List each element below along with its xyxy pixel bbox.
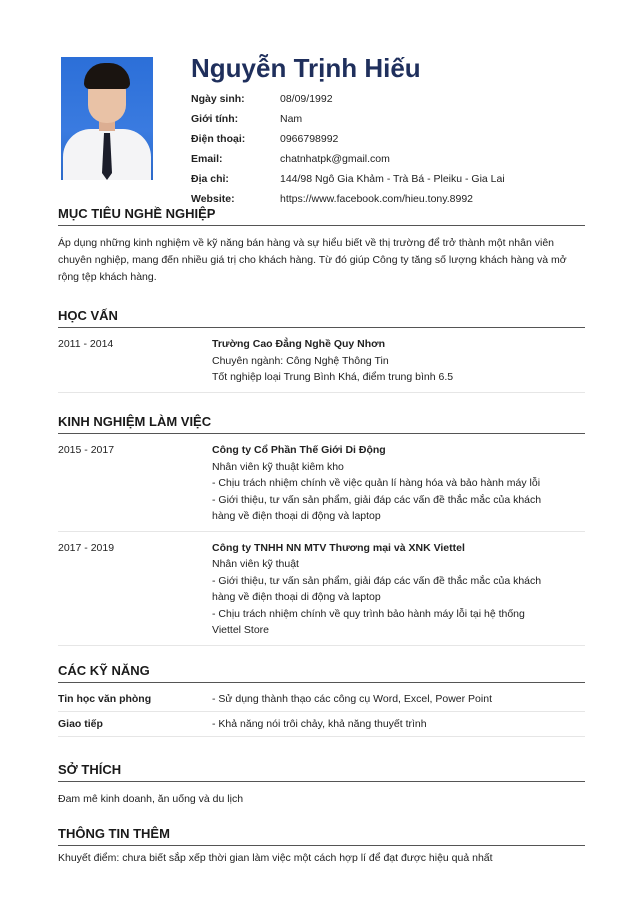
section-extra-info xyxy=(58,826,585,867)
info-row-phone xyxy=(191,129,505,149)
info-row-birthdate xyxy=(191,89,505,109)
section-title: CÁC KỸ NĂNG xyxy=(58,663,585,683)
extra-text: Khuyết điểm: chưa biết sắp xếp thời gian làm việc một cách hợp lí để đạt được hiệu quả nhất xyxy=(58,852,493,864)
entry-period: 2017 - 2019 xyxy=(58,541,115,554)
entry-period: 2011 - 2014 xyxy=(58,338,114,350)
entry-heading: Trường Cao Đẳng Nghề Quy Nhơn xyxy=(212,338,386,350)
info-label: Điện thoại: xyxy=(191,133,246,145)
section-title: HỌC VẤN xyxy=(58,308,585,328)
skill-desc: - Khả năng nói trôi chảy, khả năng thuyết trình xyxy=(212,718,427,730)
section-title: THÔNG TIN THÊM xyxy=(58,826,585,846)
skill-desc: - Sử dụng thành thạo các công cụ Word, Excel, Power Point xyxy=(212,693,492,705)
info-row-address xyxy=(191,169,505,189)
hobbies-text: Đam mê kinh doanh, ăn uống và du lịch xyxy=(58,793,244,805)
experience-entry xyxy=(58,434,585,532)
section-skills xyxy=(58,663,585,737)
section-title: MỤC TIÊU NGHỀ NGHIỆP xyxy=(58,206,585,226)
skill-name: Tin học văn phòng xyxy=(58,693,152,705)
info-value: 144/98 Ngô Gia Khảm - Trà Bá - Pleiku - Gia Lai xyxy=(280,173,505,185)
entry-line: - Chịu trách nhiệm chính về quy trình bảo hành máy lỗi tại hệ thống xyxy=(212,607,525,620)
entry-line: Tốt nghiệp loại Trung Bình Khá, điểm trung bình 6.5 xyxy=(212,371,454,383)
entry-line: - Giới thiệu, tư vấn sản phẩm, giải đáp các vấn đề thắc mắc của khách xyxy=(212,493,542,506)
section-objective xyxy=(58,206,585,286)
skill-row xyxy=(58,712,585,737)
experience-entry xyxy=(58,532,585,646)
info-label: Website: xyxy=(191,193,235,205)
entry-heading: Công ty TNHH NN MTV Thương mại và XNK Viettel xyxy=(212,541,465,554)
section-experience xyxy=(58,414,585,646)
objective-text: Áp dụng những kinh nghiệm về kỹ năng bán hàng và sự hiểu biết về thị trường để trở thành một nhân viên chuyên nghiệp, mang đến nhiều giá trị cho khách hàng. Từ đó giúp Công ty tăng số lượng khách hàng và mở rộng tệp khách hàng. xyxy=(58,237,567,283)
section-education xyxy=(58,308,585,393)
info-label: Giới tính: xyxy=(191,113,239,125)
entry-line: Nhân viên kỹ thuật kiêm kho xyxy=(212,460,344,473)
info-value: 0966798992 xyxy=(280,133,339,145)
entry-line: hàng về điện thoại di động và laptop xyxy=(212,591,381,603)
candidate-name: Nguyễn Trịnh Hiếu xyxy=(191,53,421,83)
entry-line: Nhân viên kỹ thuật xyxy=(212,558,299,570)
info-label: Địa chỉ: xyxy=(191,173,229,185)
entry-line: - Giới thiệu, tư vấn sản phẩm, giải đáp các vấn đề thắc mắc của khách xyxy=(212,574,542,587)
profile-photo xyxy=(61,57,153,180)
info-value: Nam xyxy=(280,113,303,125)
info-label: Email: xyxy=(191,153,223,165)
skill-name: Giao tiếp xyxy=(58,718,103,730)
info-value: 08/09/1992 xyxy=(280,93,333,105)
skill-row xyxy=(58,687,585,712)
entry-line: - Chịu trách nhiệm chính về việc quản lí hàng hóa và bảo hành máy lỗi xyxy=(212,477,541,489)
info-row-email xyxy=(191,149,505,169)
section-hobbies xyxy=(58,762,585,808)
section-title: KINH NGHIỆM LÀM VIỆC xyxy=(58,414,585,434)
info-label: Ngày sinh: xyxy=(191,93,245,105)
info-row-gender xyxy=(191,109,505,129)
entry-detail xyxy=(212,336,585,386)
entry-line: hàng về điện thoại di động và laptop xyxy=(212,510,381,522)
info-value: chatnhatpk@gmail.com xyxy=(280,153,390,165)
section-title: SỞ THÍCH xyxy=(58,762,585,782)
personal-info xyxy=(191,89,505,209)
entry-detail xyxy=(212,540,585,639)
education-entry xyxy=(58,328,585,393)
entry-detail xyxy=(212,442,585,525)
entry-line: Chuyên ngành: Công Nghệ Thông Tin xyxy=(212,354,389,367)
entry-line: Viettel Store xyxy=(212,624,270,636)
info-value: https://www.facebook.com/hieu.tony.8992 xyxy=(280,193,473,205)
entry-period: 2015 - 2017 xyxy=(58,444,115,456)
entry-heading: Công ty Cổ Phần Thế Giới Di Động xyxy=(212,444,386,456)
